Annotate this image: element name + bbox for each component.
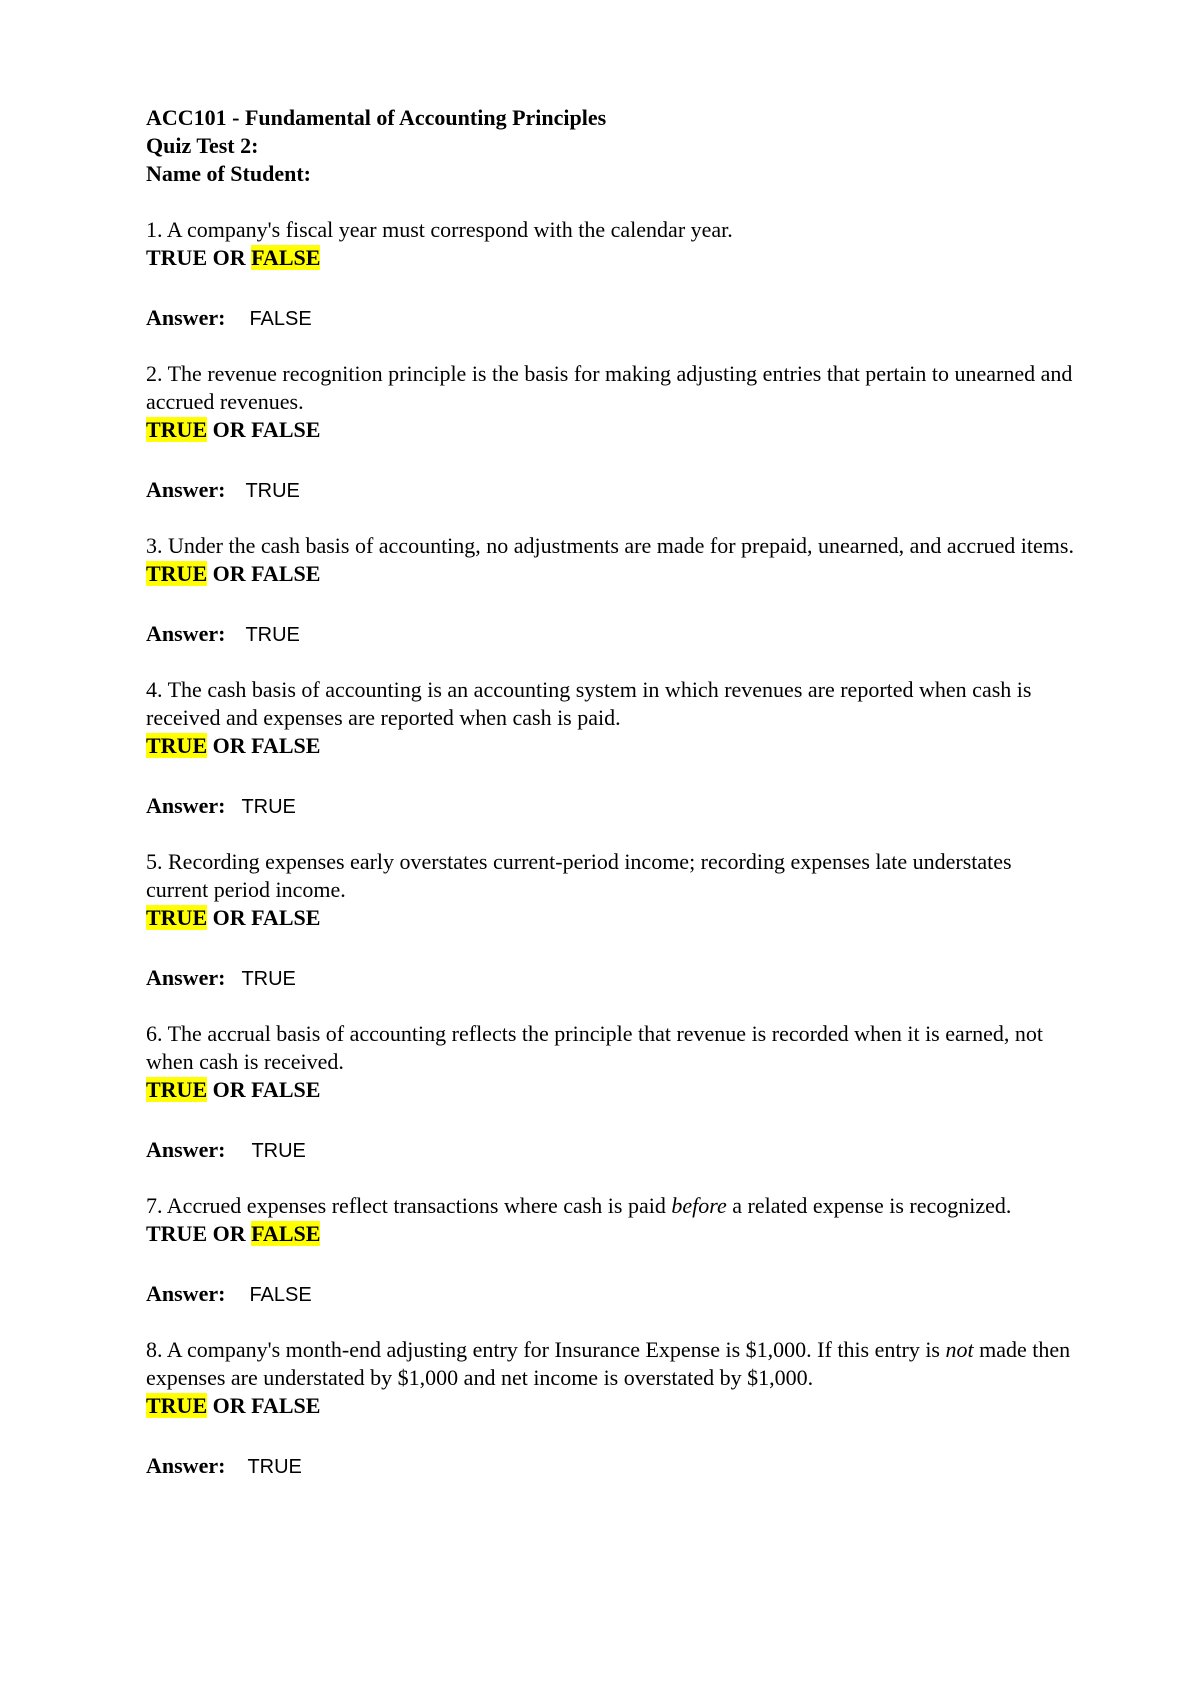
true-false-choice: [146, 904, 1076, 932]
answer-label: Answer:: [146, 1453, 226, 1478]
choice-false: FALSE: [251, 1077, 321, 1102]
true-false-choice: [146, 1220, 1076, 1248]
answer-value: TRUE: [251, 1140, 306, 1162]
question-6: [146, 1020, 1076, 1164]
choice-false-highlighted: FALSE: [251, 245, 321, 270]
document-content: [146, 104, 1076, 1480]
question-text: 4. The cash basis of accounting is an accounting system in which revenues are reported when cash is received and expenses are reported when cash is paid.: [146, 677, 1032, 730]
answer-value: TRUE: [245, 624, 300, 646]
answer-line: [146, 304, 1076, 332]
question-text: 5. Recording expenses early overstates current-period income; recording expenses late understates current period income.: [146, 849, 1012, 902]
answer-value: TRUE: [245, 480, 300, 502]
answer-line: [146, 476, 1076, 504]
answer-label: Answer:: [146, 793, 226, 818]
choice-false-highlighted: FALSE: [251, 1221, 321, 1246]
question-7: [146, 1192, 1076, 1308]
student-name-label: Name of Student:: [146, 161, 311, 186]
question-8: [146, 1336, 1076, 1480]
question-4: [146, 676, 1076, 820]
answer-line: [146, 1136, 1076, 1164]
true-false-choice: [146, 560, 1076, 588]
question-text: 1. A company's fiscal year must correspond with the calendar year.: [146, 217, 733, 242]
answer-line: [146, 1452, 1076, 1480]
answer-label: Answer:: [146, 965, 226, 990]
choice-true-highlighted: TRUE: [146, 905, 208, 930]
question-text: 2. The revenue recognition principle is the basis for making adjusting entries that pertain to unearned and accrued revenues.: [146, 361, 1073, 414]
question-text: 8. A company's month-end adjusting entry for Insurance Expense is $1,000. If this entry is not made then expenses are understated by $1,000 and net income is overstated by $1,000.: [146, 1337, 1071, 1390]
true-false-choice: [146, 732, 1076, 760]
answer-value: FALSE: [249, 308, 312, 330]
choice-or: OR: [212, 1221, 246, 1246]
choice-true: TRUE: [146, 1221, 208, 1246]
choice-true: TRUE: [146, 245, 208, 270]
choice-or: OR: [212, 561, 246, 586]
true-false-choice: [146, 416, 1076, 444]
true-false-choice: [146, 1392, 1076, 1420]
answer-line: [146, 964, 1076, 992]
choice-or: OR: [212, 905, 246, 930]
true-false-choice: [146, 1076, 1076, 1104]
answer-value: FALSE: [249, 1284, 312, 1306]
choice-false: FALSE: [251, 905, 321, 930]
question-1: [146, 216, 1076, 332]
choice-true-highlighted: TRUE: [146, 417, 208, 442]
answer-label: Answer:: [146, 1281, 226, 1306]
choice-false: FALSE: [251, 561, 321, 586]
question-2: [146, 360, 1076, 504]
answer-line: [146, 620, 1076, 648]
choice-or: OR: [212, 1393, 246, 1418]
answer-value: TRUE: [241, 796, 296, 818]
choice-or: OR: [212, 733, 246, 758]
answer-label: Answer:: [146, 477, 226, 502]
question-5: [146, 848, 1076, 992]
answer-label: Answer:: [146, 621, 226, 646]
question-text: 7. Accrued expenses reflect transactions where cash is paid before a related expense is recognized.: [146, 1193, 1012, 1218]
choice-true-highlighted: TRUE: [146, 1393, 208, 1418]
choice-or: OR: [212, 245, 246, 270]
choice-true-highlighted: TRUE: [146, 733, 208, 758]
question-text: 6. The accrual basis of accounting reflects the principle that revenue is recorded when it is earned, not when cash is received.: [146, 1021, 1043, 1074]
answer-label: Answer:: [146, 305, 226, 330]
answer-value: TRUE: [247, 1456, 302, 1478]
choice-true-highlighted: TRUE: [146, 561, 208, 586]
choice-or: OR: [212, 417, 246, 442]
choice-or: OR: [212, 1077, 246, 1102]
choice-true-highlighted: TRUE: [146, 1077, 208, 1102]
answer-value: TRUE: [241, 968, 296, 990]
true-false-choice: [146, 244, 1076, 272]
choice-false: FALSE: [251, 417, 321, 442]
answer-line: [146, 792, 1076, 820]
question-text: 3. Under the cash basis of accounting, no adjustments are made for prepaid, unearned, and accrued items.: [146, 533, 1074, 558]
quiz-title: Quiz Test 2:: [146, 133, 259, 158]
choice-false: FALSE: [251, 733, 321, 758]
question-3: [146, 532, 1076, 648]
answer-label: Answer:: [146, 1137, 226, 1162]
answer-line: [146, 1280, 1076, 1308]
choice-false: FALSE: [251, 1393, 321, 1418]
course-title: ACC101 - Fundamental of Accounting Principles: [146, 105, 607, 130]
